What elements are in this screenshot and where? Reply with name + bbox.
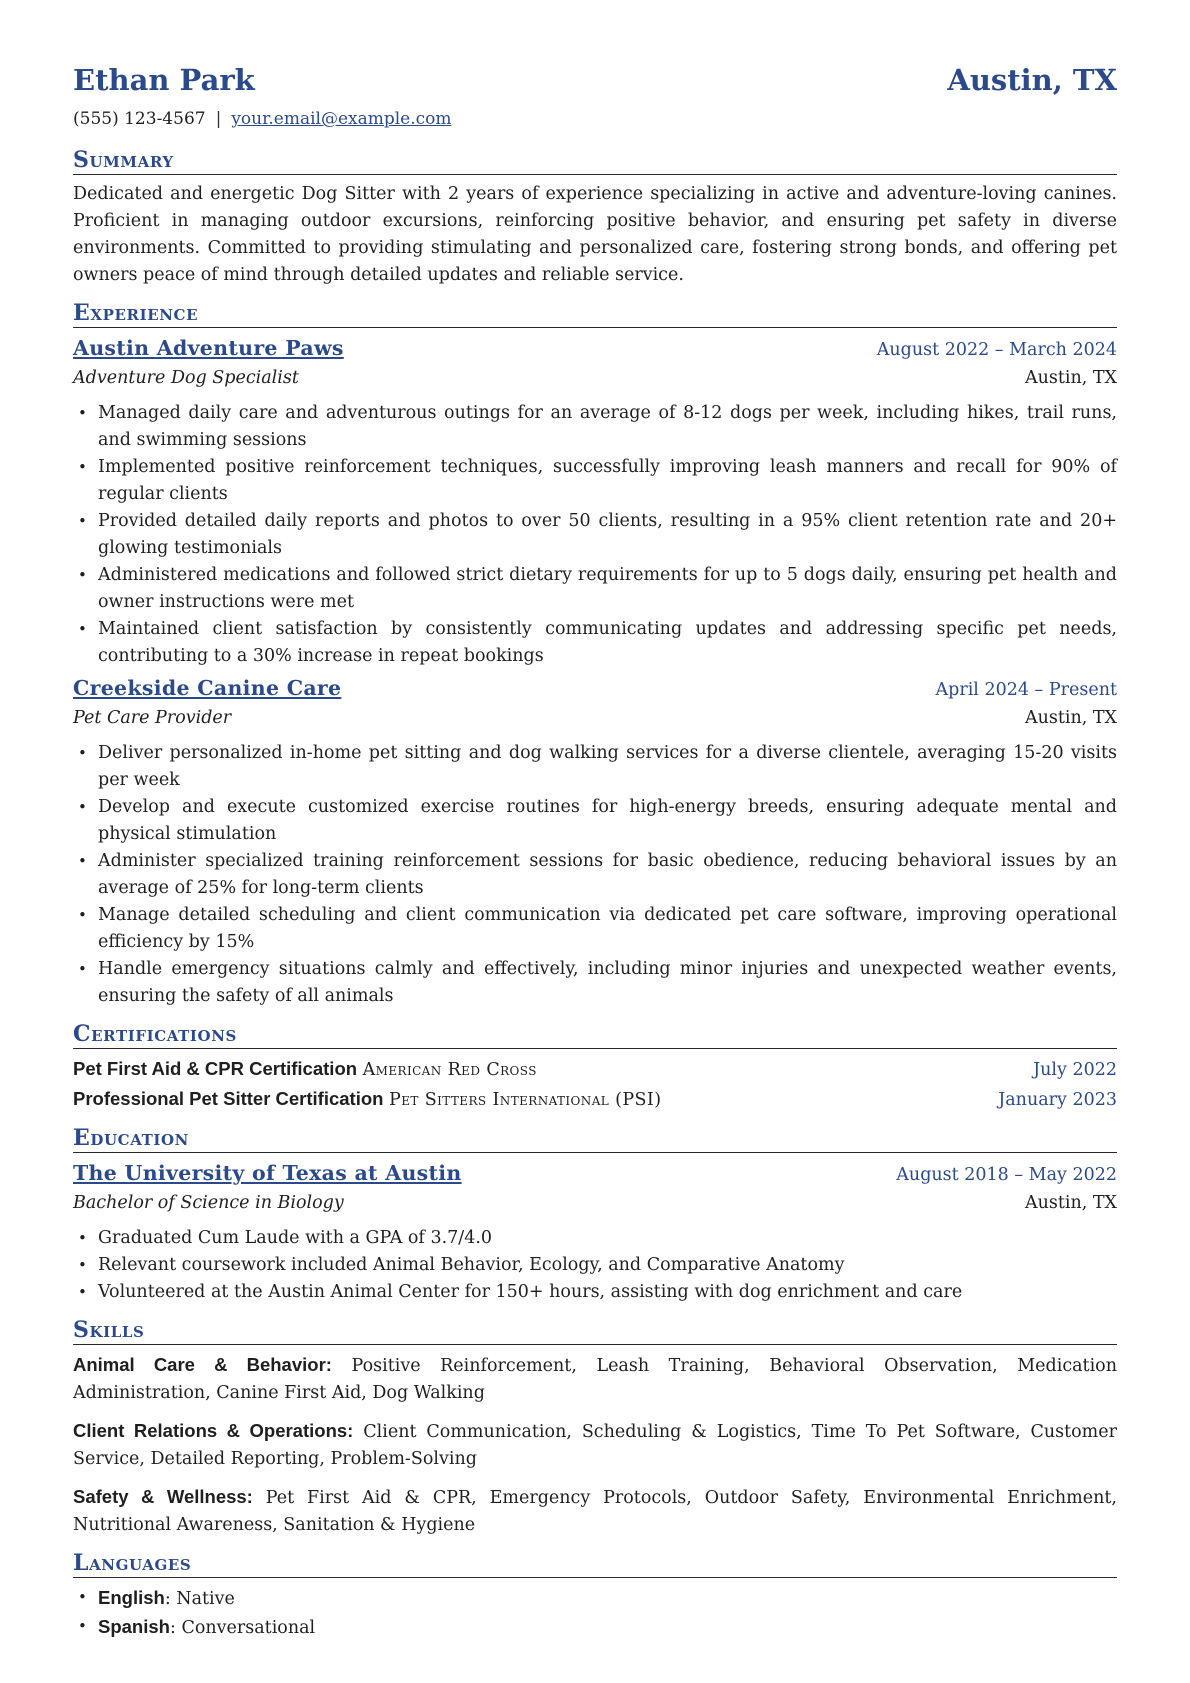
- language-list: [73, 1584, 1117, 1642]
- language-name: English: [98, 1587, 165, 1608]
- skill-group-text: Pet First Aid & CPR, Emergency Protocols, Outdoor Safety, Environmental Enrichment, Nutritional Awareness, Sanitation & Hygiene: [73, 1488, 1117, 1535]
- school-link[interactable]: The University of Texas at Austin: [73, 1161, 462, 1185]
- job-title: Adventure Dog Specialist: [73, 368, 299, 388]
- language-item: • English: Native: [73, 1584, 1117, 1613]
- certification-list: [73, 1055, 1117, 1114]
- language-item: • Spanish: Conversational: [73, 1613, 1117, 1642]
- skill-group: [73, 1483, 1117, 1539]
- skill-group: [73, 1351, 1117, 1407]
- certifications-heading: Certifications: [73, 1020, 1117, 1049]
- list-item: • Manage detailed scheduling and client communication via dedicated pet care software, improving operational efficiency by 15%: [73, 902, 1117, 956]
- employer-link[interactable]: Austin Adventure Paws: [73, 336, 344, 360]
- skill-group: [73, 1417, 1117, 1473]
- skill-group-label: Animal Care & Behavior:: [73, 1354, 332, 1375]
- list-item: • Implemented positive reinforcement techniques, successfully improving leash manners and recall for 90% of regular clients: [73, 454, 1117, 508]
- list-item: • Deliver personalized in-home pet sitting and dog walking services for a diverse clientele, averaging 15-20 visits per week: [73, 740, 1117, 794]
- list-item: • Relevant coursework included Animal Behavior, Ecology, and Comparative Anatomy: [73, 1252, 1117, 1279]
- certification-item: [73, 1085, 1117, 1115]
- phone-number: (555) 123-4567: [73, 109, 206, 129]
- certification-issuer: Pet Sitters International (PSI): [389, 1089, 662, 1110]
- list-item: • Provided detailed daily reports and photos to over 50 clients, resulting in a 95% client retention rate and 20+ glowing testimonials: [73, 508, 1117, 562]
- certification-name: Professional Pet Sitter Certification: [73, 1087, 384, 1109]
- job-location: Austin, TX: [1024, 368, 1117, 388]
- certification-issuer: American Red Cross: [362, 1060, 537, 1080]
- skill-group-label: Safety & Wellness:: [73, 1486, 253, 1507]
- email-link[interactable]: your.email@example.com: [231, 109, 452, 129]
- list-item: • Administer specialized training reinforcement sessions for basic obedience, reducing behavioral issues by an average of 25% for long-term clients: [73, 848, 1117, 902]
- education-detail-list: [73, 1225, 1117, 1306]
- employment-dates: April 2024 – Present: [935, 680, 1117, 700]
- employer-link[interactable]: Creekside Canine Care: [73, 676, 342, 700]
- certification-date: July 2022: [1033, 1060, 1117, 1080]
- job-location: Austin, TX: [1024, 708, 1117, 728]
- experience-entry: [73, 334, 1117, 670]
- candidate-name: Ethan Park: [73, 63, 255, 97]
- skills-heading: Skills: [73, 1316, 1117, 1345]
- list-item: • Develop and execute customized exercise routines for high-energy breeds, ensuring adequate mental and physical stimulation: [73, 794, 1117, 848]
- language-level: Native: [176, 1589, 235, 1609]
- responsibility-list: [73, 400, 1117, 670]
- responsibility-list: [73, 740, 1117, 1010]
- employment-dates: August 2022 – March 2024: [876, 340, 1117, 360]
- list-item: • Administered medications and followed strict dietary requirements for up to 5 dogs daily, ensuring pet health and owner instructions were met: [73, 562, 1117, 616]
- list-item: • Handle emergency situations calmly and effectively, including minor injuries and unexpected weather events, ensuring the safety of all animals: [73, 956, 1117, 1010]
- list-item: • Maintained client satisfaction by consistently communicating updates and addressing specific pet needs, contributing to a 30% increase in repeat bookings: [73, 616, 1117, 670]
- certification-date: January 2023: [998, 1089, 1117, 1110]
- school-location: Austin, TX: [1024, 1193, 1117, 1213]
- education-entry: [73, 1159, 1117, 1306]
- resume-header: [73, 60, 1117, 100]
- contact-line: [73, 106, 1117, 132]
- degree: Bachelor of Science in Biology: [73, 1193, 344, 1213]
- contact-separator: |: [215, 109, 222, 129]
- certification-name: Pet First Aid & CPR Certification: [73, 1058, 358, 1079]
- experience-entry: [73, 674, 1117, 1010]
- skill-group-label: Client Relations & Operations:: [73, 1420, 354, 1441]
- summary-heading: Summary: [73, 146, 1117, 175]
- language-name: Spanish: [98, 1616, 170, 1637]
- list-item: • Volunteered at the Austin Animal Center for 150+ hours, assisting with dog enrichment and care: [73, 1279, 1117, 1306]
- candidate-location: Austin, TX: [947, 63, 1117, 97]
- language-level: Conversational: [181, 1618, 316, 1638]
- education-heading: Education: [73, 1124, 1117, 1153]
- skill-group-text: Client Communication, Scheduling & Logistics, Time To Pet Software, Customer Service, Detailed Reporting, Problem-Solving: [73, 1422, 1117, 1469]
- list-item: • Managed daily care and adventurous outings for an average of 8-12 dogs per week, including hikes, trail runs, and swimming sessions: [73, 400, 1117, 454]
- education-dates: August 2018 – May 2022: [896, 1165, 1117, 1185]
- languages-heading: Languages: [73, 1549, 1117, 1578]
- job-title: Pet Care Provider: [73, 708, 232, 728]
- certification-item: [73, 1055, 1117, 1085]
- list-item: • Graduated Cum Laude with a GPA of 3.7/4.0: [73, 1225, 1117, 1252]
- experience-heading: Experience: [73, 299, 1117, 328]
- skill-group-text: Positive Reinforcement, Leash Training, Behavioral Observation, Medication Administration, Canine First Aid, Dog Walking: [73, 1356, 1117, 1403]
- summary-text: Dedicated and energetic Dog Sitter with 2 years of experience specializing in active and adventure-loving canines. Proficient in managing outdoor excursions, reinforcing positive behavior, and ensuring pet safety in diverse environments. Committed to providing stimulating and personalized care, fostering strong bonds, and offering pet owners peace of mind through detailed updates and reliable service.: [73, 184, 1117, 285]
